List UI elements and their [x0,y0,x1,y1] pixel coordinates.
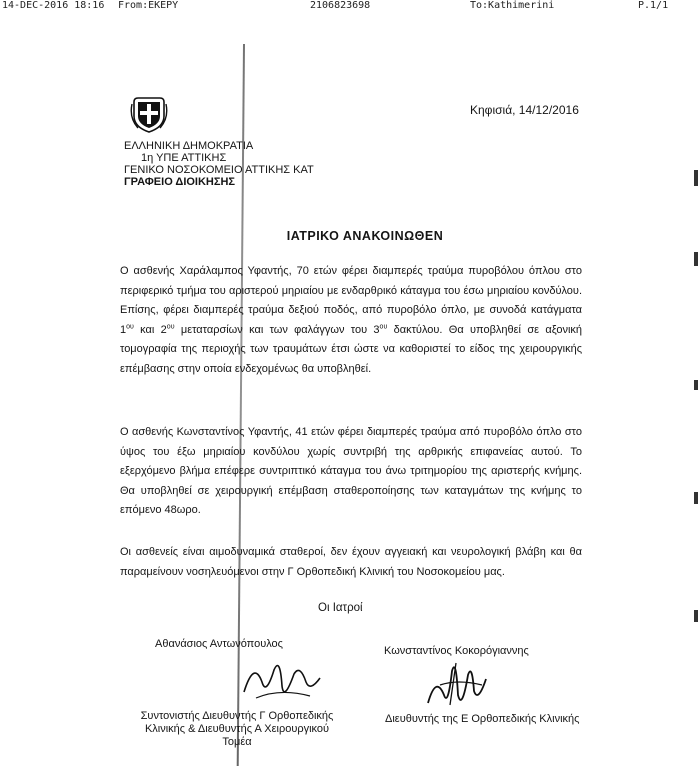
paragraph-second-patient: Ο ασθενής Κωνσταντίνος Υφαντής, 41 ετών φέρει διαμπερές τραύμα από πυροβόλο όπλο στο ύψος του έξω μηριαίου κονδύλου χωρίς συντριβή της αρθρικής επιφανείας αυτού. Το εξερχόμενο βλήμα επέφερε συντριπτικό κάταγμα του άνω τριτημορίου της αριστερής κνήμης. Θα υποβληθεί σε χειρουργική επέμβαση σταθεροποίησης των καταγμάτων της κνήμης το επόμενο 48ωρο. [120,426,582,516]
fax-datetime: 14-DEC-2016 18:16 [2,0,105,11]
superscript: ου [126,322,134,330]
fax-from: From:EKEPY [118,0,179,11]
paragraph-text: μεταταρσίων και των φαλάγγων του 3 [174,323,380,336]
letterhead-line: 1η ΥΠΕ ΑΤΤΙΚΗΣ [141,152,227,164]
paragraph-text: και 2 [133,323,167,336]
paragraph-text: Ο ασθενής Χαράλαμπος Υφαντής, 70 ετών φέρει διαμπερές τραύμα πυροβόλου όπλου στο περιφερικό τμήμα του αριστερού μηριαίου με ενδαρθρικό κάταγμα του έσω μηριαίου κονδύλου. Επίσης, φέρει διαμπερές τραύμα δεξιού ποδός, από πυροβόλο όπλο, με συνοδά κατάγματα 1 [120,265,582,336]
signer-left-role [112,710,362,749]
letterhead-line: ΓΡΑΦΕΙΟ ΔΙΟΙΚΗΣΗΣ [124,176,236,188]
superscript: ου [166,322,175,330]
role-line: Κλινικής & Διευθυντής Α Χειρουργικού [144,723,330,735]
fax-page: P.1/1 [638,0,669,11]
document-title: ΙΑΤΡΙΚΟ ΑΝΑΚΟΙΝΩΘΕΝ [286,229,444,243]
scan-edge-mark [694,170,698,186]
signature-right-icon [422,655,502,715]
signer-right-role: Διευθυντής της Ε Ορθοπεδικής Κλινικής [385,713,580,725]
fax-header [0,0,700,12]
signature-left-icon [236,652,326,712]
letterhead-line: ΕΛΛΗΝΙΚΗ ΔΗΜΟΚΡΑΤΙΑ [124,140,254,152]
paragraph-first-patient [120,262,582,379]
letterhead [124,140,314,188]
scan-edge-mark [694,492,698,504]
scan-edge-mark [694,252,698,266]
paragraph-status: Οι ασθενείς είναι αιμοδυναμικά σταθεροί, δεν έχουν αγγειακή και νευρολογική βλάβη και θα παραμείνουν νοσηλευόμενοι στην Γ Ορθοπεδική Κλινική του Νοσοκομείου μας. [120,546,582,578]
superscript: ου [379,322,388,330]
signer-left-name: Αθανάσιος Αντωνόπουλος [155,638,283,650]
letterhead-line: ΓΕΝΙΚΟ ΝΟΣΟΚΟΜΕΙΟ ΑΤΤΙΚΗΣ ΚΑΤ [124,164,314,176]
signer-right-name: Κωνσταντίνος Κοκορόγιαννης [384,645,529,657]
scan-edge-mark [694,610,698,622]
fax-to: To:Kathimerini [470,0,555,11]
place-date: Κηφισιά, 14/12/2016 [470,103,579,117]
fax-number: 2106823698 [310,0,371,11]
paragraph-text: δακτύλου. Θα υποβληθεί σε αξονική τομογραφία της περιοχής των τραυμάτων έτσι ώστε να καθοριστεί το είδος της χειρουργικής επέμβασης στην οποία ενδεχομένως θα υποβληθεί. [120,323,583,375]
role-line: Τομέα [222,736,252,748]
scan-edge-mark [694,380,698,390]
greek-coat-of-arms-icon [130,94,168,134]
signers-title: Οι Ιατροί [318,602,363,614]
role-line: Συντονιστής Διευθυντής Γ Ορθοπεδικής [140,710,334,722]
